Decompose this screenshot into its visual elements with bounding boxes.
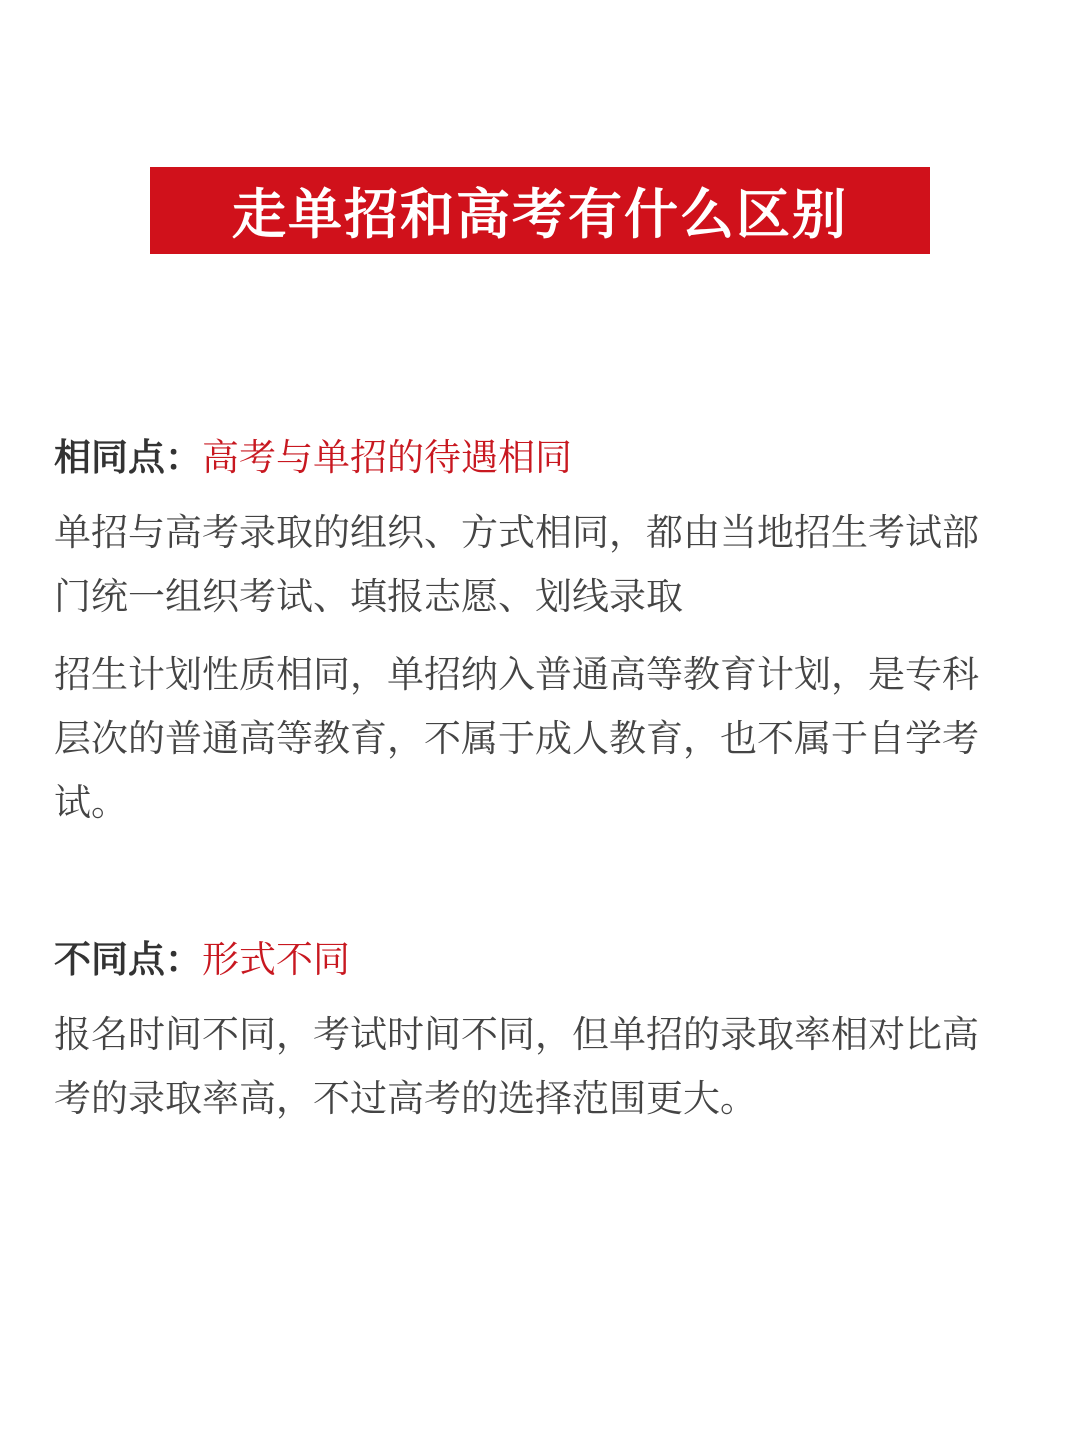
similarities-paragraph: 招生计划性质相同，单招纳入普通高等教育计划，是专科层次的普通高等教育，不属于成人教育，也不属于自学考试。 [54,653,979,824]
similarities-section [54,433,1014,835]
similarities-heading [54,433,1014,483]
differences-paragraph: 报名时间不同，考试时间不同，但单招的录取率相对比高考的录取率高，不过高考的选择范围更大。 [54,1013,979,1120]
similarities-summary: 高考与单招的待遇相同 [202,436,572,479]
similarities-label: 相同点： [54,436,202,479]
differences-section [54,935,1014,1131]
differences-label: 不同点： [54,938,202,981]
page-title: 走单招和高考有什么区别 [232,183,848,246]
title-banner [150,167,930,254]
differences-summary: 形式不同 [202,938,350,981]
differences-heading [54,935,1014,985]
similarities-paragraph: 单招与高考录取的组织、方式相同，都由当地招生考试部门统一组织考试、填报志愿、划线录取 [54,511,979,618]
